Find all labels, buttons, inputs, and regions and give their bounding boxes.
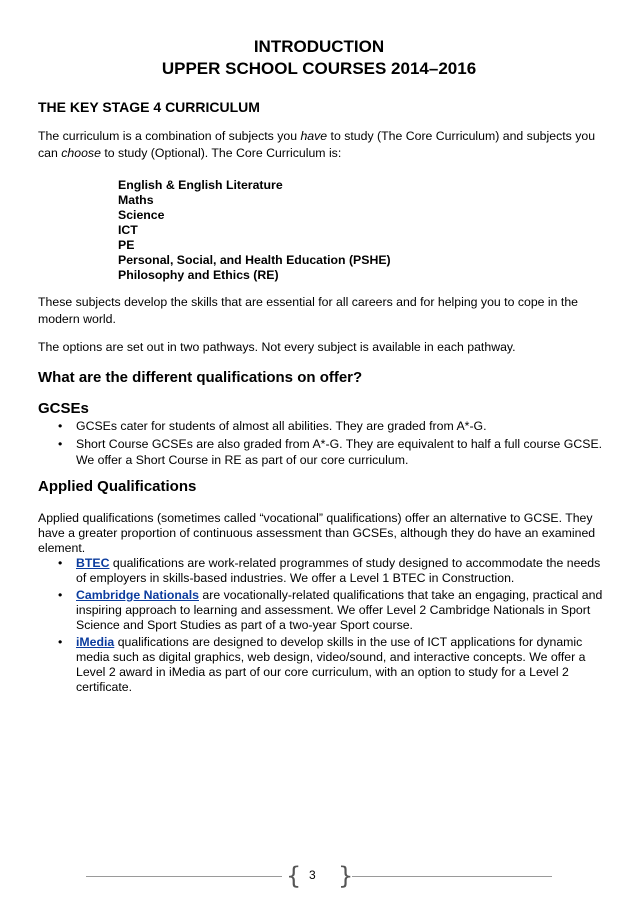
bullet-icon: • — [58, 437, 63, 451]
gcse-heading: GCSEs — [38, 400, 89, 417]
intro-emphasis-choose: choose — [61, 146, 101, 160]
core-subject: Science — [118, 208, 165, 222]
bullet-icon: • — [58, 419, 63, 433]
gcse-bullet-text: GCSEs cater for students of almost all abilities. They are graded from A*-G. — [76, 419, 487, 433]
list-item — [58, 556, 608, 586]
bullet-icon: • — [58, 635, 63, 649]
cambridge-nationals-link[interactable]: Cambridge Nationals — [76, 588, 199, 602]
core-subject: Philosophy and Ethics (RE) — [118, 268, 279, 282]
footer-rule-left — [86, 876, 282, 877]
ks4-intro-paragraph — [38, 128, 608, 162]
core-subject: English & English Literature — [118, 178, 283, 192]
qualifications-heading: What are the different qualifications on offer? — [38, 369, 363, 386]
bullet-icon: • — [58, 588, 63, 602]
left-brace-icon: { — [286, 862, 302, 890]
bullet-icon: • — [58, 556, 63, 570]
list-item — [58, 588, 608, 633]
core-subject: PE — [118, 238, 135, 252]
intro-emphasis-have: have — [300, 129, 328, 143]
ks4-paragraph-pathways: The options are set out in two pathways. Not every subject is available in each pathway. — [38, 340, 516, 354]
list-item — [58, 436, 608, 468]
intro-text-a: The curriculum is a combination of subjects you — [38, 129, 301, 143]
list-item — [58, 635, 608, 695]
core-subject-list — [118, 178, 391, 283]
footer-rule-right — [352, 876, 552, 877]
list-item — [58, 418, 608, 434]
applied-bullet-text: qualifications are designed to develop skills in the use of ICT applications for dynamic media such as digital graphics, web design, video/sound, and interactive concepts. We offer a Level 2 award in iMedia as part of our core curriculum, with an option to study for a Level 2 certificate. — [76, 635, 586, 694]
gcse-bullet-list — [58, 418, 608, 470]
applied-bullet-list — [58, 556, 608, 697]
btec-link[interactable]: BTEC — [76, 556, 110, 570]
page-number: 3 — [309, 868, 316, 882]
page-subtitle: UPPER SCHOOL COURSES 2014–2016 — [161, 59, 477, 78]
ks4-paragraph-skills: These subjects develop the skills that are essential for all careers and for helping you to cope in the modern world. — [38, 295, 579, 326]
gcse-bullet-text: Short Course GCSEs are also graded from A*-G. They are equivalent to half a full course GCSE. We offer a Short Course in RE as part of our core curriculum. — [76, 437, 603, 467]
intro-text-c: to study (Optional). The Core Curriculum is: — [100, 146, 342, 160]
ks4-heading: THE KEY STAGE 4 CURRICULUM — [38, 99, 260, 115]
right-brace-icon: } — [338, 862, 354, 890]
core-subject: Personal, Social, and Health Education (PSHE) — [118, 253, 391, 267]
intro-text-b: to study (The Core Curriculum) and subjects you can — [38, 129, 596, 160]
applied-bullet-text: qualifications are work-related programmes of study designed to accommodate the needs of employers in skills-based industries. We offer a Level 1 BTEC in Construction. — [76, 556, 601, 585]
core-subject: Maths — [118, 193, 154, 207]
imedia-link[interactable]: iMedia — [76, 635, 115, 649]
applied-bullet-text: are vocationally-related qualifications that take an engaging, practical and inspiring approach to learning and assessment. We offer Level 2 Cambridge Nationals in Sport Science and Sport Studies as part of a two-year Sport course. — [76, 588, 603, 632]
core-subject: ICT — [118, 223, 138, 237]
page-title: INTRODUCTION — [253, 37, 385, 56]
applied-intro-paragraph: Applied qualifications (sometimes called “vocational” qualifications) offer an alternative to GCSE. They have a greater proportion of continuous assessment than GCSEs, although they do have an examined element. — [38, 511, 596, 555]
applied-heading: Applied Qualifications — [38, 478, 197, 495]
